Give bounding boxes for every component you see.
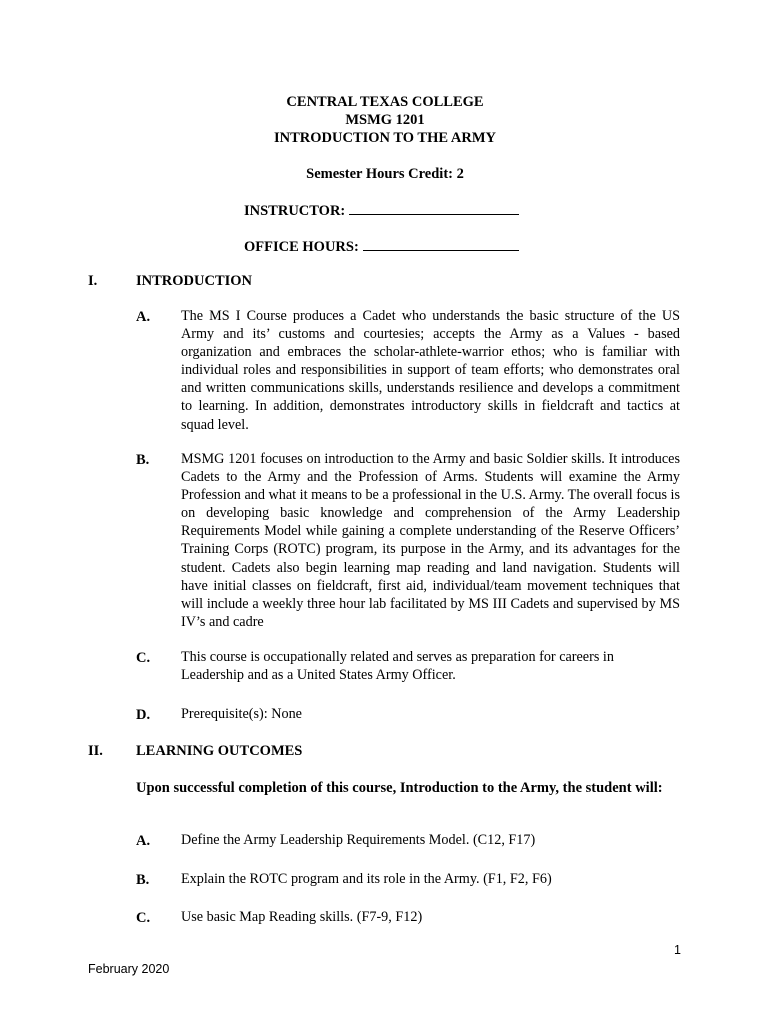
item-letter: A. [136,309,151,325]
course-code: MSMG 1201 [345,112,425,128]
item-text: Explain the ROTC program and its role in the Army. (F1, F2, F6) [181,871,552,887]
item-text: MSMG 1201 focuses on introduction to the Army and basic Soldier skills. It introduces Cadets to the Army and the Profession of Arms. Students will examine the Army Profession and what it means to be a professional in the U.S. Army. The overall focus is on developing basic knowledge and comprehension of the Army Leadership Requirements Model while gaining a complete understanding of the Reserve Officers’ Training Corps (ROTC) program, its purpose in the Army, and its advantages for the student. Cadets also begin learning map reading and land navigation. Students will have initial classes on fieldcraft, first aid, individual/team movement techniques that will include a weekly three hour lab facilitated by MS III Cadets and supervised by MS IV’s and cadre [181,451,680,630]
item-letter: D. [136,707,151,723]
item-text: Prerequisite(s): None [181,706,302,722]
section-title: LEARNING OUTCOMES [136,743,303,759]
office-hours-field [244,238,519,256]
credit-hours: Semester Hours Credit: 2 [306,166,464,182]
course-title: INTRODUCTION TO THE ARMY [274,130,496,146]
section-number: II. [88,743,103,759]
office-hours-blank-line [363,238,519,251]
item-letter: C. [136,650,151,666]
page-number: 1 [674,943,681,957]
instructor-blank-line [349,202,519,215]
instructor-field [244,202,519,220]
college-name: CENTRAL TEXAS COLLEGE [286,94,484,110]
item-text: The MS I Course produces a Cadet who understands the basic structure of the US Army and its’ customs and courtesies; accepts the Army as a Values - based organization and embraces the scholar-athlete-warrior ethos; who is familiar with individual roles and responsibilities in support of team efforts; who demonstrates oral and written communications skills, understands resilience and develops a commitment to learning. In addition, demonstrates introductory skills in fieldcraft and tactics at squad level. [181,308,680,433]
item-letter: A. [136,833,151,849]
item-letter: B. [136,872,150,888]
footer-date: February 2020 [88,962,170,976]
item-letter: B. [136,452,150,468]
item-text: This course is occupationally related and serves as preparation for careers in Leadership and as a United States Army Officer. [181,649,614,684]
item-letter: C. [136,910,151,926]
instructor-label: INSTRUCTOR: [244,203,346,219]
section-number: I. [88,273,98,289]
item-text: Use basic Map Reading skills. (F7-9, F12) [181,909,423,925]
item-text: Define the Army Leadership Requirements Model. (C12, F17) [181,832,536,848]
section-intro: Upon successful completion of this course, Introduction to the Army, the student will: [136,780,663,796]
office-hours-label: OFFICE HOURS: [244,239,359,255]
section-title: INTRODUCTION [136,273,253,289]
